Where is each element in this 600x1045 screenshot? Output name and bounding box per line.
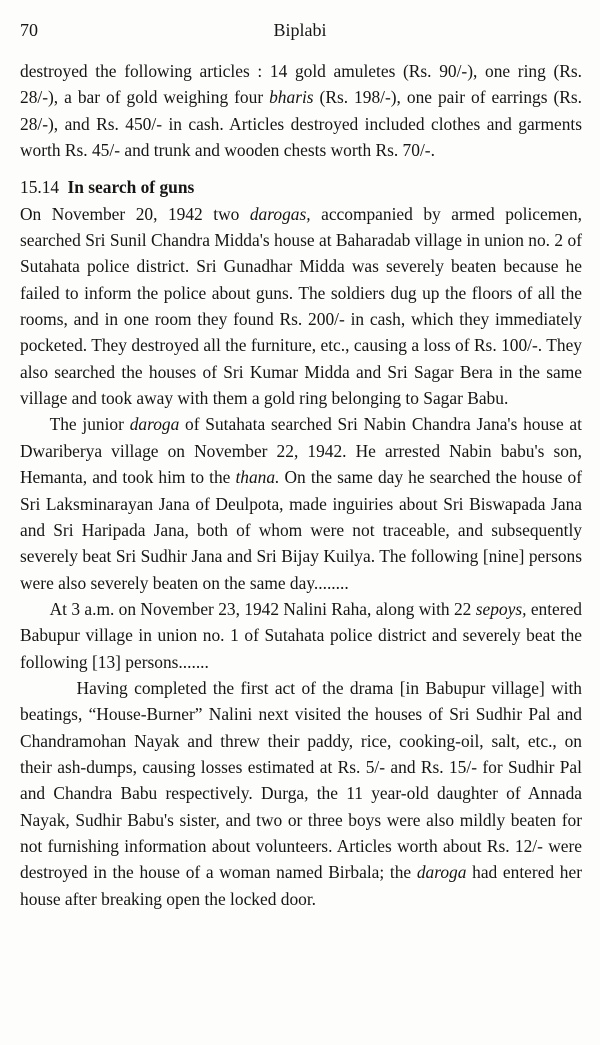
paragraph: The junior daroga of Sutahata searched Sri Nabin Chandra Jana's house at Dwariberya village on November 22, 1942. He arrested Nabin babu's son, Hemanta, and took him to the thana. On the same day he searched the house of Sri Laksminarayan Jana of Deulpota, made inguiries about Sri Biswapada Jana and Sri Haripada Jana, both of whom were not traceable, and subsequently severely beat Sri Sudhir Jana and Sri Bijay Kuilya. The following [nine] persons were also severely beaten on the same day........ <box>20 414 583 593</box>
page-header <box>20 20 580 46</box>
section-title: In search of guns <box>67 177 195 198</box>
page-body <box>20 58 582 912</box>
section-heading <box>20 174 582 200</box>
paragraph: On November 20, 1942 two darogas, accompanied by armed policemen, searched Sri Sunil Chandra Midda's house at Baharadab village in union no. 2 of Sutahata police district. Sri Gunadhar Midda was severely beaten because he failed to inform the police about guns. The soldiers dug up the floors of all the rooms, and in one room they found Rs. 200/- in cash, which they immediately pocketed. They destroyed all the furniture, etc., causing a loss of Rs. 100/-. They also searched the houses of Sri Kumar Midda and Sri Sagar Bera in the same village and took away with them a gold ring belonging to Sagar Babu. <box>20 203 583 409</box>
running-title: Biplabi <box>273 20 327 40</box>
paragraph: At 3 a.m. on November 23, 1942 Nalini Raha, along with 22 sepoys, entered Babupur village in union no. 1 of Sutahata police district and severely beat the following [13] persons....... <box>20 598 582 672</box>
paragraph: Having completed the first act of the drama [in Babupur village] with beatings, “House-Burner” Nalini next visited the houses of Sri Sudhir Pal and Chandramohan Nayak and threw their paddy, rice, cooking-oil, salt, etc., on their ash-dumps, causing losses estimated at Rs. 5/- and Rs. 15/- for Sudhir Pal and Chandra Babu respectively. Durga, the 11 year-old daughter of Annada Nayak, Sudhir Babu's sister, and two or three boys were also mildly beaten for not furnishing information about volunteers. Articles worth about Rs. 12/- were destroyed in the house of a woman named Birbala; the daroga had entered her house after breaking open the locked door. <box>20 677 582 909</box>
paragraph-continued: destroyed the following articles : 14 gold amuletes (Rs. 90/-), one ring (Rs. 28/-), a bar of gold weighing four bharis (Rs. 198/-), one pair of earrings (Rs. 28/-), and Rs. 450/- in cash. Articles destroyed included clothes and garments worth Rs. 45/- and trunk and wooden chests worth Rs. 70/-. <box>20 61 582 161</box>
section-number: 15.14 <box>20 177 60 198</box>
page-number: 70 <box>20 20 38 40</box>
